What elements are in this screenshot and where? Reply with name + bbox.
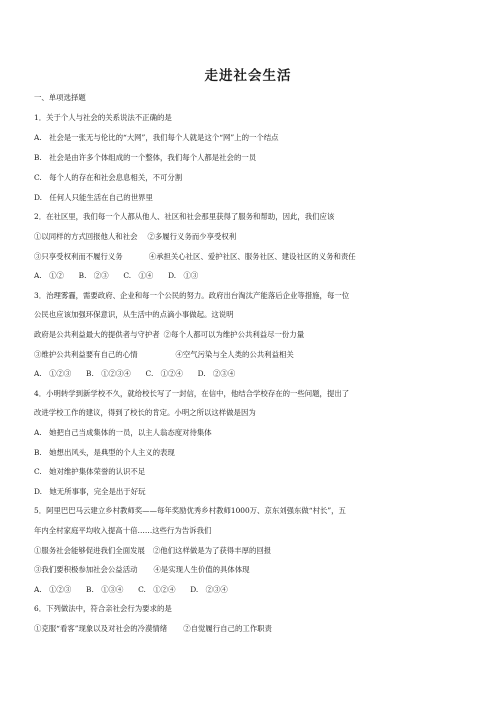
question-1-option-d: D. 任何人只能生活在自己的世界里: [34, 193, 153, 202]
question-1-option-c: C. 每个人的存在和社会息息相关，不可分割: [34, 173, 183, 182]
question-2-statement-3: ③只享受权利而不履行义务: [34, 252, 123, 261]
question-5-stem-line-1: 5．阿里巴巴马云建立乡村教师奖——每年奖励优秀乡村教师1000万、京东刘强东做“村长”，五: [34, 506, 346, 515]
question-5-statements-row-2: [34, 565, 250, 575]
question-4-stem-line-2: 改进学校工作的建议，得到了校长的肯定。小明之所以这样做是因为: [34, 408, 256, 417]
question-2-stem: 2．在社区里，我们每一个人都从他人、社区和社会那里获得了服务和帮助，因此，我们应该: [34, 212, 335, 221]
question-1-option-b: B. 社会是由许多个体组成的一个整体，我们每个人都是社会的一员: [34, 153, 257, 162]
question-6-statement-2: ②自觉履行自己的工作职责: [183, 624, 272, 633]
question-5-statement-4: ④是实现人生价值的具体体现: [153, 565, 250, 574]
question-5-statements-row-1: [34, 546, 271, 556]
question-4-option-a: A. 她把自己当成集体的一员，以主人翁态度对待集体: [34, 428, 212, 437]
question-4-stem-line-1: 4．小明转学到新学校不久，就给校长写了一封信，在信中，他结合学校存在的一些问题，提出了: [34, 389, 350, 398]
question-6-statement-1: ①克服“看客”现象以及对社会的冷漠情绪: [34, 624, 168, 633]
question-2-statements-row-1: [34, 232, 236, 242]
question-3-statement-3: ③维护公共利益要有自己的心情: [34, 350, 138, 359]
question-3-statement-4: ④空气污染与全人类的公共利益相关: [175, 350, 294, 359]
question-5-statement-3: ③我们要积极参加社会公益活动: [34, 565, 138, 574]
question-1-option-a: A. 社会是一张无与伦比的“大网”，我们每个人就是这个“网”上的一个结点: [34, 133, 279, 142]
question-3-statements-row-2: [34, 350, 294, 360]
question-5-statement-1: ①服务社会能够促进我们全面发展: [34, 546, 145, 555]
question-2-statement-1: ①以同样的方式回报他人和社会: [34, 232, 138, 241]
question-2-options: A. ①② B. ②③ C. ①④ D. ①③: [34, 271, 199, 280]
question-2-statements-row-2: [34, 252, 356, 262]
question-5-statement-2: ②他们这样做是为了获得丰厚的回报: [152, 546, 272, 555]
question-5-options: A. ①②③ B. ①③④ C. ①②④ D. ②③④: [34, 585, 228, 594]
question-3-statement-1: 政府是公共利益最大的提供者与守护者: [34, 330, 160, 339]
document-title: 走进社会生活: [204, 68, 292, 84]
question-3-statements-row-1: [34, 330, 304, 340]
question-4-option-b: B. 她想出风头，是典型的个人主义的表现: [34, 448, 175, 457]
question-3-options: A. ①②③ B. ①②③④ C. ①②④ D. ②③④: [34, 369, 236, 378]
question-3-stem-line-1: 3．治理雾霾，需要政府、企业和每一个公民的努力。政府出台淘汰产能落后企业等措施，每一位: [34, 291, 350, 300]
question-3-stem-line-2: 公民也应该加强环保意识，从生活中的点滴小事做起。这说明: [34, 310, 234, 319]
question-2-statement-2: ②多履行义务而少享受权利: [147, 232, 237, 241]
question-4-option-c: C. 她对维护集体荣誉的认识不足: [34, 467, 146, 476]
question-3-statement-2: ②每个人都可以为维护公共利益尽一份力量: [163, 330, 305, 339]
section-heading: 一、单项选择题: [34, 93, 86, 102]
question-6-stem: 6．下列做法中，符合亲社会行为要求的是: [34, 604, 172, 613]
question-2-statement-4: ④承担关心社区、爱护社区、服务社区、建设社区的义务和责任: [148, 252, 356, 261]
question-6-statements-row-1: [34, 624, 272, 634]
question-1-stem: 1．关于个人与社会的关系说法不正确的是: [34, 113, 172, 122]
question-4-option-d: D. 她无所事事，完全是出于好玩: [34, 487, 146, 496]
question-5-stem-line-2: 年内全村家庭平均收入提高十倍……这些行为告诉我们: [34, 526, 212, 535]
